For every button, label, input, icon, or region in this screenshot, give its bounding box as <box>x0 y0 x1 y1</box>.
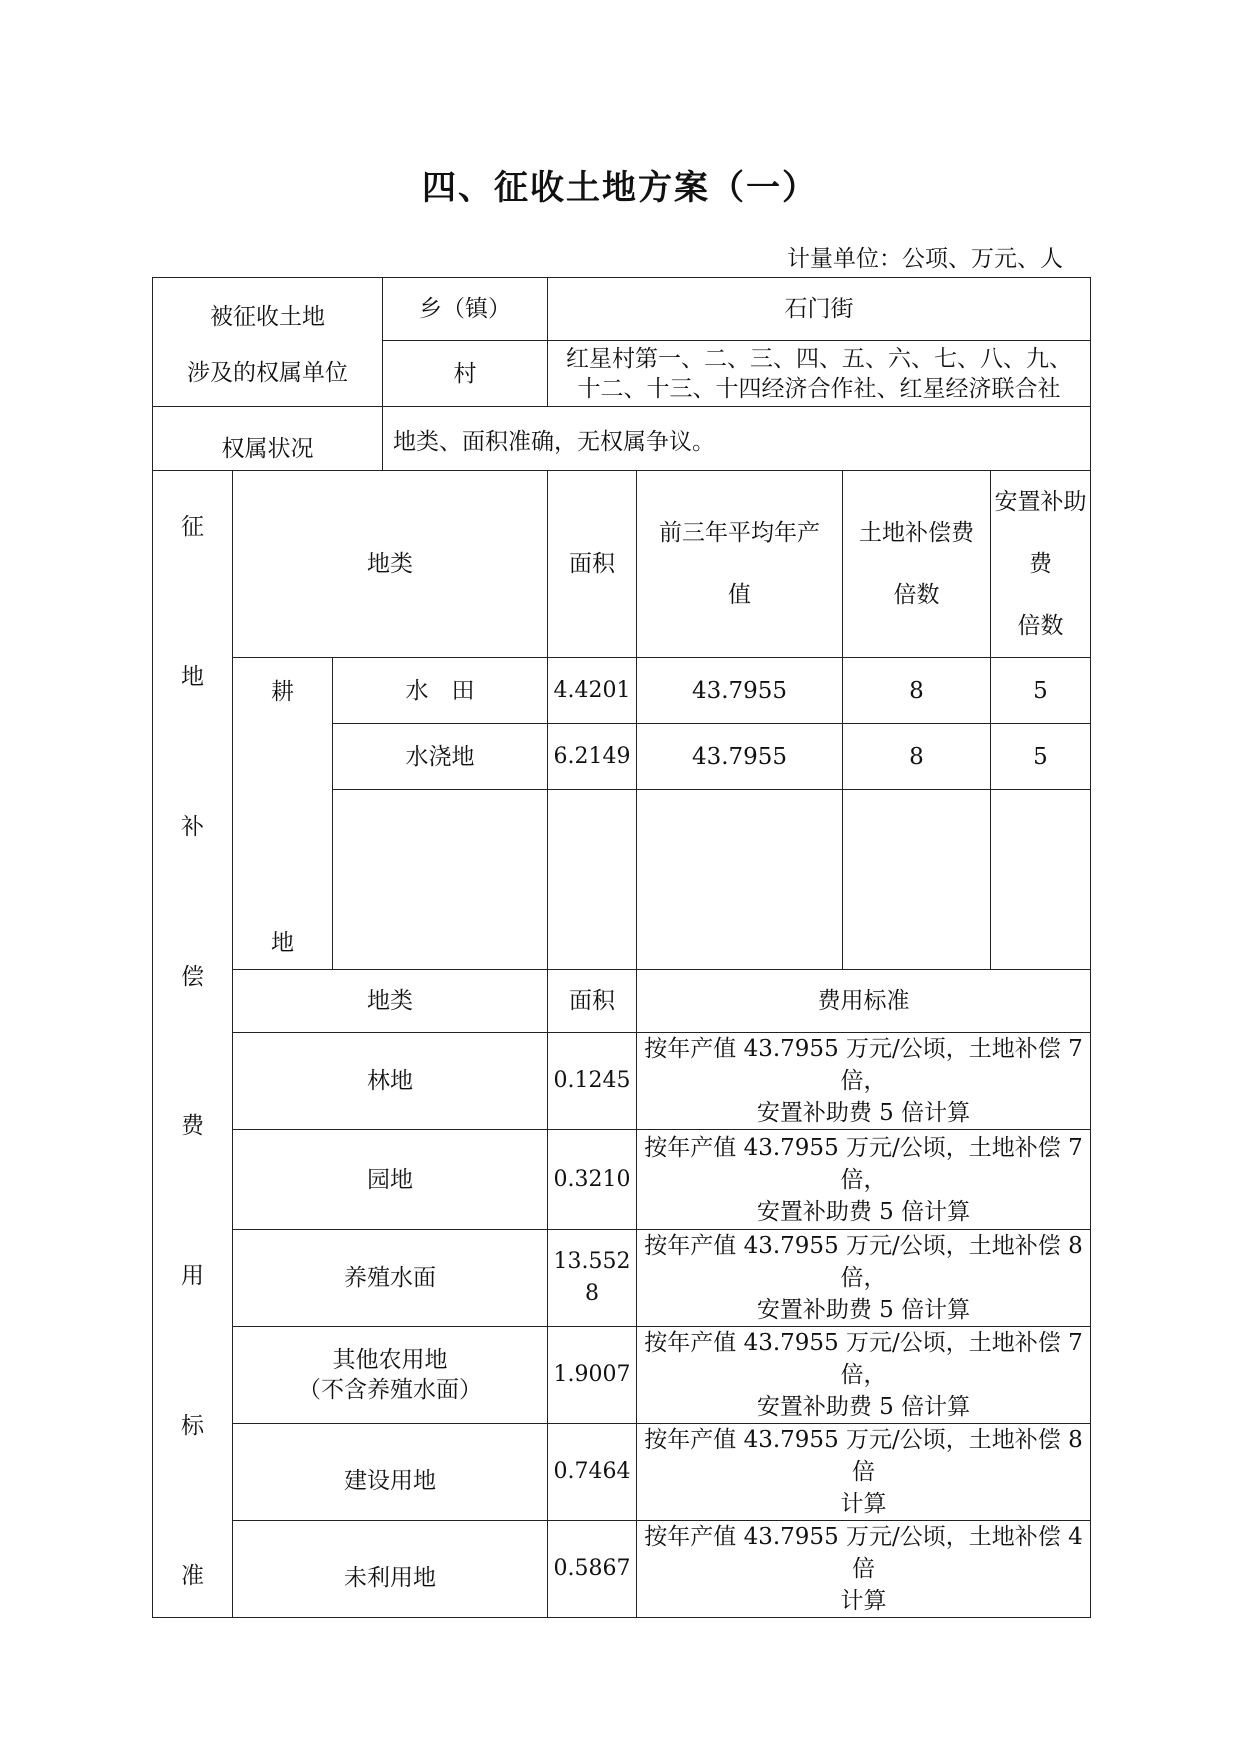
cult-empty-cell <box>843 790 991 970</box>
other-row-area: 1.9007 <box>548 1327 637 1424</box>
side-char: 补 <box>181 813 204 840</box>
side-char: 准 <box>181 1562 204 1589</box>
unit-label: 计量单位：公项、万元、人 <box>787 246 1063 272</box>
cult-header-resettle <box>991 471 1091 658</box>
cult-row-resettle: 5 <box>991 658 1091 724</box>
other-row-standard <box>637 1130 1091 1230</box>
standard-line2: 安置补助费 5 倍计算 <box>756 1198 971 1225</box>
standard-line1: 按年产值 43.7955 万元/公顷，土地补偿 4 倍 <box>644 1524 1083 1582</box>
other-row-standard <box>637 1327 1091 1424</box>
cult-row-comp: 8 <box>843 658 991 724</box>
cult-row-resettle: 5 <box>991 724 1091 790</box>
other-row-standard <box>637 1521 1091 1618</box>
cult-row-type: 水浇地 <box>333 724 548 790</box>
cult-empty-cell <box>548 790 637 970</box>
cult-row-avg-output: 43.7955 <box>637 658 843 724</box>
cult-row-avg-output: 43.7955 <box>637 724 843 790</box>
other-row-standard <box>637 1424 1091 1521</box>
other-header-land-type: 地类 <box>233 970 548 1033</box>
other-row-area: 0.3210 <box>548 1130 637 1230</box>
standard-line1: 按年产值 43.7955 万元/公顷，土地补偿 7 倍， <box>644 1330 1083 1388</box>
rights-label: 权属状况 <box>153 407 383 471</box>
cult-header-comp-line1: 土地补偿费 <box>859 520 974 546</box>
land-acquisition-table <box>152 277 1091 1618</box>
side-char: 费 <box>181 1113 204 1140</box>
other-row-type: 林地 <box>233 1033 548 1130</box>
village-label: 村 <box>383 341 548 407</box>
cult-empty-cell <box>637 790 843 970</box>
cult-header-land-type: 地类 <box>233 471 548 658</box>
other-row-type-line1: 其他农用地 <box>332 1347 448 1373</box>
rights-value: 地类、面积准确，无权属争议。 <box>383 407 1091 471</box>
village-value-line2: 十二、十三、十四经济合作社、红星经济联合社 <box>577 375 1061 402</box>
cult-header-avg-output-line2: 值 <box>728 582 751 608</box>
side-char: 征 <box>181 514 204 540</box>
cult-row-type: 水 田 <box>333 658 548 724</box>
other-row-type-line2: （不含养殖水面） <box>298 1377 482 1403</box>
cultivated-group-cell <box>233 658 333 970</box>
other-row-type: 园地 <box>233 1130 548 1230</box>
cult-row-area: 6.2149 <box>548 724 637 790</box>
side-label <box>153 471 232 1617</box>
owner-label-line2: 涉及的权属单位 <box>187 360 348 386</box>
other-row-area: 0.1245 <box>548 1033 637 1130</box>
side-char: 标 <box>181 1413 204 1440</box>
cultivated-group-char: 地 <box>271 930 294 956</box>
village-value-line1: 红星村第一、二、三、四、五、六、七、八、九、 <box>566 345 1072 372</box>
other-row-type <box>233 1327 548 1424</box>
cult-empty-cell <box>333 790 548 970</box>
cult-empty-cell <box>991 790 1091 970</box>
cult-header-comp-line2: 倍数 <box>893 582 940 608</box>
standard-line2: 安置补助费 5 倍计算 <box>756 1100 971 1126</box>
cult-header-comp <box>843 471 991 658</box>
owner-label-line1: 被征收土地 <box>210 304 325 330</box>
side-char: 地 <box>181 663 204 690</box>
standard-line2: 计算 <box>840 1491 887 1517</box>
side-char: 偿 <box>181 963 204 990</box>
page-title: 四、征收土地方案（一） <box>422 168 818 208</box>
other-row-type: 建设用地 <box>233 1424 548 1521</box>
cult-header-avg-output-line1: 前三年平均年产 <box>659 520 820 546</box>
town-value: 石门街 <box>548 278 1091 341</box>
other-row-standard <box>637 1033 1091 1130</box>
standard-line2: 安置补助费 5 倍计算 <box>756 1394 971 1420</box>
cultivated-group-char: 耕 <box>271 679 294 705</box>
other-header-standard: 费用标准 <box>637 970 1091 1033</box>
other-row-area: 0.5867 <box>548 1521 637 1618</box>
standard-line1: 按年产值 43.7955 万元/公顷，土地补偿 8 倍 <box>644 1427 1083 1485</box>
side-char: 用 <box>181 1263 204 1290</box>
other-row-area: 0.7464 <box>548 1424 637 1521</box>
other-row-standard <box>637 1230 1091 1327</box>
cult-header-resettle-line2: 倍数 <box>1017 613 1064 639</box>
other-header-area: 面积 <box>548 970 637 1033</box>
standard-line1: 按年产值 43.7955 万元/公顷，土地补偿 8 倍， <box>644 1233 1083 1291</box>
standard-line2: 计算 <box>840 1588 887 1614</box>
cult-header-area: 面积 <box>548 471 637 658</box>
cult-row-area: 4.4201 <box>548 658 637 724</box>
side-label-column <box>153 471 233 1618</box>
standard-line1: 按年产值 43.7955 万元/公顷，土地补偿 7 倍， <box>644 1134 1083 1193</box>
cult-row-comp: 8 <box>843 724 991 790</box>
owner-label-cell <box>153 278 383 407</box>
cult-header-avg-output <box>637 471 843 658</box>
other-row-type: 未利用地 <box>233 1521 548 1618</box>
town-label: 乡（镇） <box>383 278 548 341</box>
cult-header-resettle-line1: 安置补助费 <box>994 489 1087 577</box>
standard-line1: 按年产值 43.7955 万元/公顷，土地补偿 7 倍， <box>644 1036 1083 1094</box>
standard-line2: 安置补助费 5 倍计算 <box>756 1297 971 1323</box>
village-value-cell <box>548 341 1091 407</box>
other-row-type: 养殖水面 <box>233 1230 548 1327</box>
other-row-area: 13.5528 <box>548 1230 637 1327</box>
